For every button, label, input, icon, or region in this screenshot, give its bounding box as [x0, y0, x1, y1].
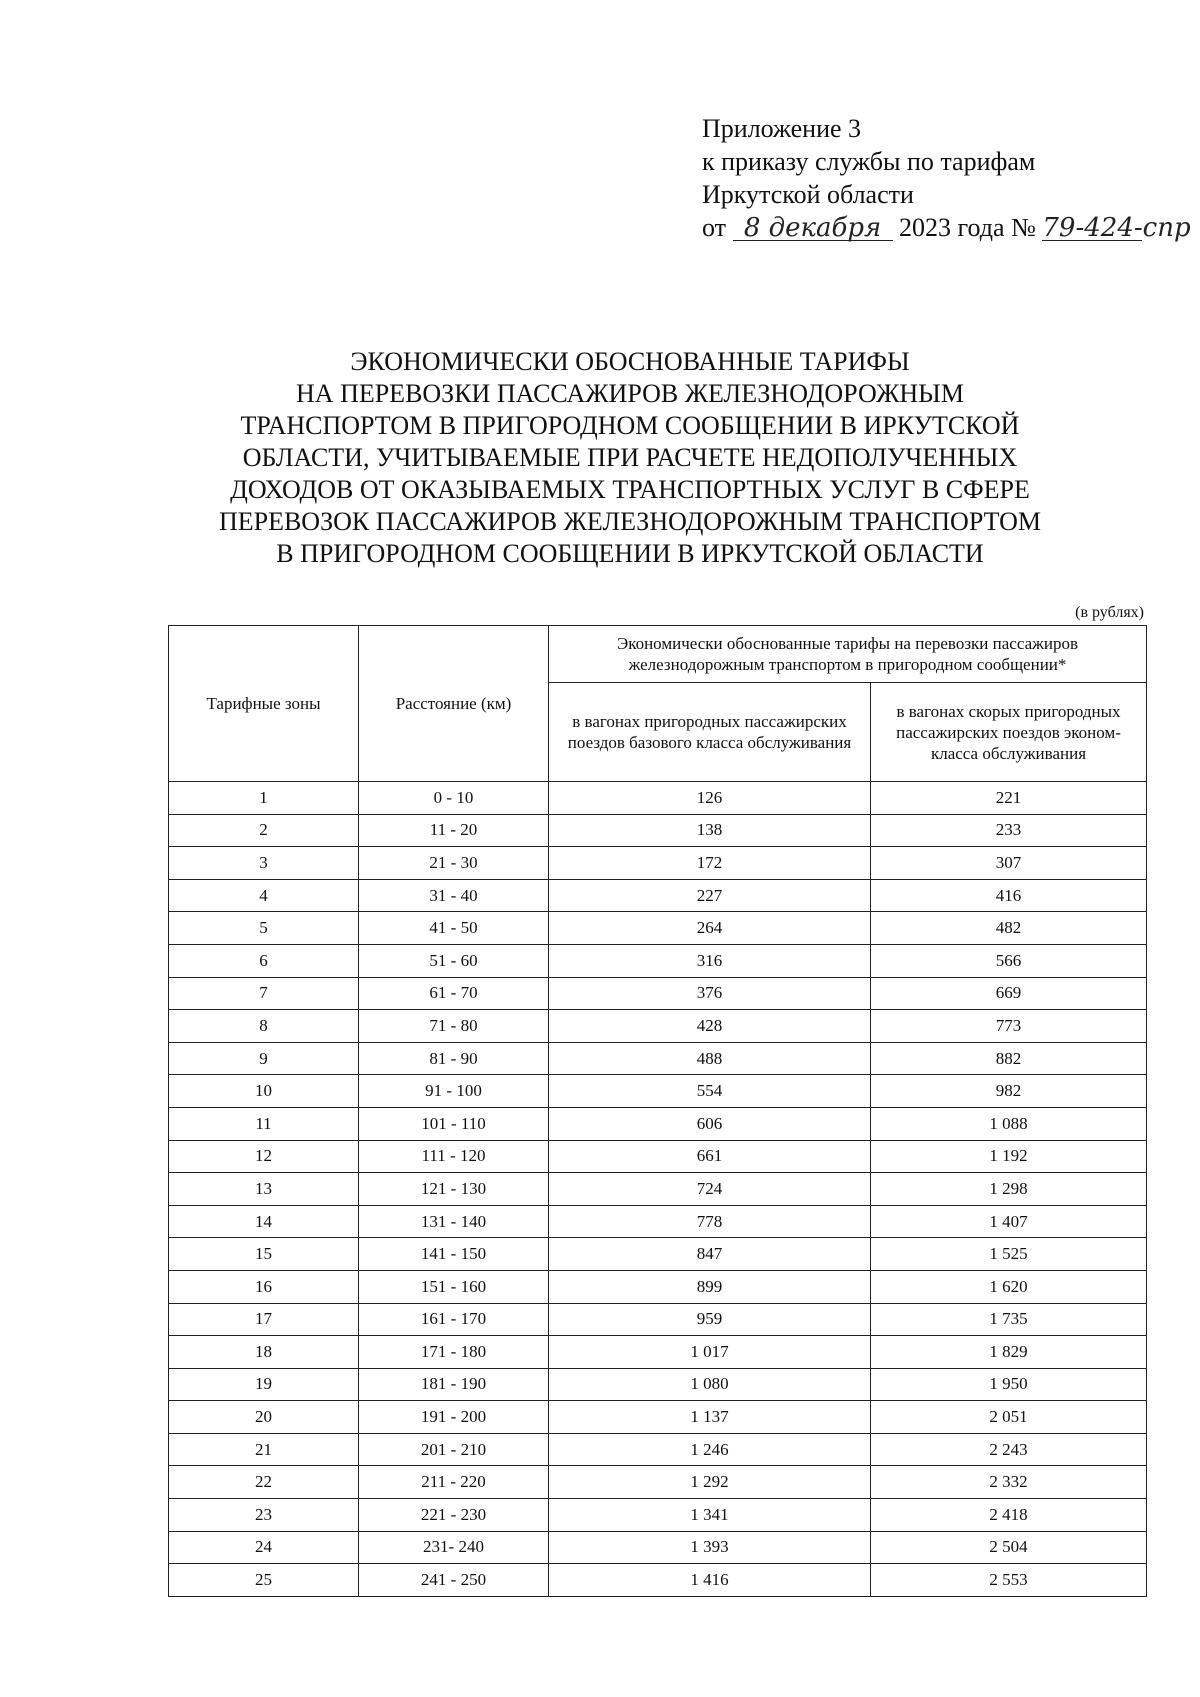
table-row: [169, 1140, 1147, 1173]
cell-distance: 231- 240: [359, 1531, 549, 1564]
handwritten-order-number: 79-424-спр: [1042, 213, 1191, 243]
cell-basic-tariff: 138: [549, 814, 871, 847]
cell-express-tariff: 1 192: [871, 1140, 1147, 1173]
cell-basic-tariff: 1 017: [549, 1336, 871, 1369]
cell-zone: 21: [169, 1433, 359, 1466]
cell-distance: 71 - 80: [359, 1010, 549, 1043]
cell-basic-tariff: 376: [549, 977, 871, 1010]
title-line-1: ЭКОНОМИЧЕСКИ ОБОСНОВАННЫЕ ТАРИФЫ: [350, 347, 910, 376]
cell-basic-tariff: 1 416: [549, 1564, 871, 1597]
cell-express-tariff: 221: [871, 782, 1147, 815]
unit-note: (в рублях): [1075, 604, 1144, 621]
cell-express-tariff: 882: [871, 1042, 1147, 1075]
cell-basic-tariff: 554: [549, 1075, 871, 1108]
cell-distance: 131 - 140: [359, 1205, 549, 1238]
appendix-line-1: Приложение 3: [702, 114, 862, 143]
cell-basic-tariff: 847: [549, 1238, 871, 1271]
cell-distance: 41 - 50: [359, 912, 549, 945]
cell-express-tariff: 1 088: [871, 1107, 1147, 1140]
cell-express-tariff: 2 051: [871, 1401, 1147, 1434]
cell-express-tariff: 307: [871, 847, 1147, 880]
cell-zone: 19: [169, 1368, 359, 1401]
date-prefix: от: [702, 213, 727, 242]
header-tariff-zones: Тарифные зоны: [169, 626, 359, 782]
cell-express-tariff: 566: [871, 944, 1147, 977]
cell-basic-tariff: 126: [549, 782, 871, 815]
cell-basic-tariff: 488: [549, 1042, 871, 1075]
cell-basic-tariff: 899: [549, 1270, 871, 1303]
table-row: [169, 1564, 1147, 1597]
table-row: [169, 1205, 1147, 1238]
cell-zone: 24: [169, 1531, 359, 1564]
title-line-7: В ПРИГОРОДНОМ СООБЩЕНИИ В ИРКУТСКОЙ ОБЛАСТИ: [276, 539, 984, 568]
table-row: [169, 1107, 1147, 1140]
cell-express-tariff: 482: [871, 912, 1147, 945]
table-row: [169, 1010, 1147, 1043]
cell-distance: 161 - 170: [359, 1303, 549, 1336]
header-basic-class: в вагонах пригородных пассажирских поездов базового класса обслуживания: [549, 683, 871, 782]
cell-distance: 0 - 10: [359, 782, 549, 815]
cell-distance: 21 - 30: [359, 847, 549, 880]
cell-zone: 17: [169, 1303, 359, 1336]
cell-zone: 2: [169, 814, 359, 847]
cell-basic-tariff: 264: [549, 912, 871, 945]
cell-zone: 15: [169, 1238, 359, 1271]
table-row: [169, 1336, 1147, 1369]
header-distance: Расстояние (км): [359, 626, 549, 782]
table-row: [169, 1075, 1147, 1108]
cell-basic-tariff: 227: [549, 879, 871, 912]
cell-basic-tariff: 724: [549, 1173, 871, 1206]
cell-basic-tariff: 606: [549, 1107, 871, 1140]
table-row: [169, 1499, 1147, 1532]
cell-basic-tariff: 778: [549, 1205, 871, 1238]
table-row: [169, 1531, 1147, 1564]
cell-basic-tariff: 959: [549, 1303, 871, 1336]
table-row: [169, 814, 1147, 847]
table-row: [169, 1433, 1147, 1466]
cell-zone: 8: [169, 1010, 359, 1043]
year-text: 2023 года №: [899, 213, 1036, 242]
cell-zone: 22: [169, 1466, 359, 1499]
cell-distance: 121 - 130: [359, 1173, 549, 1206]
cell-distance: 11 - 20: [359, 814, 549, 847]
title-line-3: ТРАНСПОРТОМ В ПРИГОРОДНОМ СООБЩЕНИИ В ИРКУТСКОЙ: [240, 411, 1020, 440]
cell-express-tariff: 1 525: [871, 1238, 1147, 1271]
tariff-table: [168, 625, 1147, 1597]
table-row: [169, 1303, 1147, 1336]
cell-zone: 20: [169, 1401, 359, 1434]
table-row: [169, 1401, 1147, 1434]
table-row: [169, 1173, 1147, 1206]
table-row: [169, 944, 1147, 977]
title-line-6: ПЕРЕВОЗОК ПАССАЖИРОВ ЖЕЛЕЗНОДОРОЖНЫМ ТРАНСПОРТОМ: [218, 507, 1042, 536]
cell-distance: 211 - 220: [359, 1466, 549, 1499]
cell-distance: 31 - 40: [359, 879, 549, 912]
cell-distance: 221 - 230: [359, 1499, 549, 1532]
title-line-4: ОБЛАСТИ, УЧИТЫВАЕМЫЕ ПРИ РАСЧЕТЕ НЕДОПОЛУЧЕННЫХ: [242, 443, 1018, 472]
table-row: [169, 1368, 1147, 1401]
cell-distance: 171 - 180: [359, 1336, 549, 1369]
cell-express-tariff: 1 735: [871, 1303, 1147, 1336]
header-tariff-group: Экономически обоснованные тарифы на перевозки пассажиров железнодорожным транспортом в пригородном сообщении*: [549, 626, 1147, 683]
cell-basic-tariff: 661: [549, 1140, 871, 1173]
cell-zone: 18: [169, 1336, 359, 1369]
cell-zone: 1: [169, 782, 359, 815]
cell-basic-tariff: 428: [549, 1010, 871, 1043]
cell-express-tariff: 1 620: [871, 1270, 1147, 1303]
cell-express-tariff: 2 243: [871, 1433, 1147, 1466]
cell-zone: 5: [169, 912, 359, 945]
cell-zone: 12: [169, 1140, 359, 1173]
cell-express-tariff: 982: [871, 1075, 1147, 1108]
table-row: [169, 1042, 1147, 1075]
header-express-economy: в вагонах скорых пригородных пассажирских поездов эконом-класса обслуживания: [871, 683, 1147, 782]
table-row: [169, 977, 1147, 1010]
cell-basic-tariff: 1 292: [549, 1466, 871, 1499]
cell-basic-tariff: 1 137: [549, 1401, 871, 1434]
cell-basic-tariff: 1 393: [549, 1531, 871, 1564]
cell-express-tariff: 1 829: [871, 1336, 1147, 1369]
cell-distance: 151 - 160: [359, 1270, 549, 1303]
cell-basic-tariff: 316: [549, 944, 871, 977]
table-row: [169, 1466, 1147, 1499]
cell-distance: 191 - 200: [359, 1401, 549, 1434]
cell-distance: 91 - 100: [359, 1075, 549, 1108]
cell-zone: 16: [169, 1270, 359, 1303]
cell-distance: 241 - 250: [359, 1564, 549, 1597]
cell-express-tariff: 2 418: [871, 1499, 1147, 1532]
cell-zone: 13: [169, 1173, 359, 1206]
appendix-line-2: к приказу службы по тарифам: [702, 147, 1036, 176]
appendix-line-3: Иркутской области: [702, 180, 914, 209]
cell-basic-tariff: 172: [549, 847, 871, 880]
cell-express-tariff: 416: [871, 879, 1147, 912]
cell-basic-tariff: 1 246: [549, 1433, 871, 1466]
cell-zone: 9: [169, 1042, 359, 1075]
cell-zone: 7: [169, 977, 359, 1010]
tariff-table-body: [169, 782, 1147, 1597]
appendix-date-line: [702, 211, 1191, 244]
cell-basic-tariff: 1 341: [549, 1499, 871, 1532]
cell-express-tariff: 2 504: [871, 1531, 1147, 1564]
cell-distance: 111 - 120: [359, 1140, 549, 1173]
cell-express-tariff: 2 332: [871, 1466, 1147, 1499]
cell-distance: 141 - 150: [359, 1238, 549, 1271]
cell-zone: 10: [169, 1075, 359, 1108]
document-title: [150, 346, 1110, 570]
cell-distance: 51 - 60: [359, 944, 549, 977]
title-line-2: НА ПЕРЕВОЗКИ ПАССАЖИРОВ ЖЕЛЕЗНОДОРОЖНЫМ: [296, 379, 964, 408]
cell-zone: 11: [169, 1107, 359, 1140]
cell-zone: 3: [169, 847, 359, 880]
cell-distance: 61 - 70: [359, 977, 549, 1010]
table-row: [169, 847, 1147, 880]
cell-express-tariff: 1 407: [871, 1205, 1147, 1238]
cell-zone: 4: [169, 879, 359, 912]
cell-express-tariff: 233: [871, 814, 1147, 847]
table-row: [169, 782, 1147, 815]
cell-distance: 201 - 210: [359, 1433, 549, 1466]
cell-distance: 181 - 190: [359, 1368, 549, 1401]
cell-zone: 14: [169, 1205, 359, 1238]
cell-express-tariff: 1 950: [871, 1368, 1147, 1401]
cell-basic-tariff: 1 080: [549, 1368, 871, 1401]
table-row: [169, 1270, 1147, 1303]
table-row: [169, 1238, 1147, 1271]
cell-distance: 81 - 90: [359, 1042, 549, 1075]
title-line-5: ДОХОДОВ ОТ ОКАЗЫВАЕМЫХ ТРАНСПОРТНЫХ УСЛУГ В СФЕРЕ: [230, 475, 1030, 504]
cell-express-tariff: 773: [871, 1010, 1147, 1043]
handwritten-date: 8 декабря: [733, 216, 893, 241]
cell-express-tariff: 669: [871, 977, 1147, 1010]
cell-express-tariff: 1 298: [871, 1173, 1147, 1206]
appendix-header: [702, 112, 1191, 244]
table-row: [169, 912, 1147, 945]
cell-distance: 101 - 110: [359, 1107, 549, 1140]
cell-zone: 23: [169, 1499, 359, 1532]
cell-zone: 6: [169, 944, 359, 977]
cell-express-tariff: 2 553: [871, 1564, 1147, 1597]
cell-zone: 25: [169, 1564, 359, 1597]
table-row: [169, 879, 1147, 912]
